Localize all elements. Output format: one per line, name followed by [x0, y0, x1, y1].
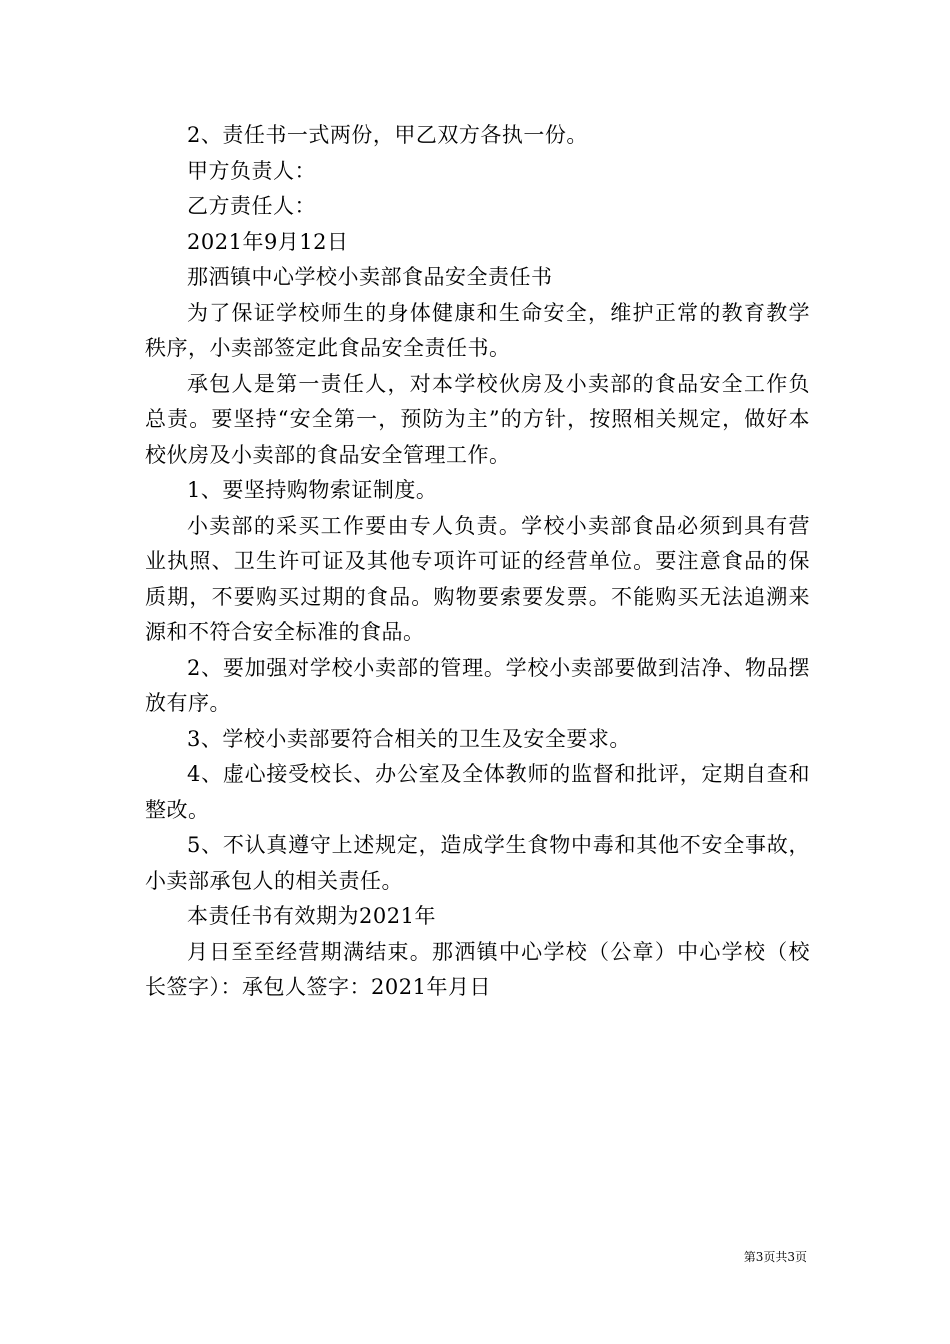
paragraph-item-3: 3、学校小卖部要符合相关的卫生及安全要求。 [187, 726, 631, 751]
paragraph-signatures: 月日至至经营期满结束。那洒镇中心学校（公章）中心学校（校长签字）：承包人签字：2021年月日 [145, 939, 810, 999]
paragraph-item-2: 2、要加强对学校小卖部的管理。学校小卖部要做到洁净、物品摆放有序。 [145, 655, 810, 715]
paragraph-item-1: 1、要坚持购物索证制度。 [187, 478, 438, 502]
paragraph-copies-clause: 2、责任书一式两份，甲乙双方各执一份。 [187, 123, 588, 147]
paragraph-party-b-signatory: 乙方责任人： [187, 194, 316, 218]
paragraph-item-4: 4、虚心接受校长、办公室及全体教师的监督和批评，定期自查和整改。 [145, 762, 810, 822]
document-title: 那洒镇中心学校小卖部食品安全责任书 [187, 265, 553, 289]
paragraph-validity: 本责任书有效期为2021年 [187, 904, 436, 928]
document-body [145, 118, 810, 1006]
paragraph-item-5: 5、不认真遵守上述规定，造成学生食物中毒和其他不安全事故，小卖部承包人的相关责任。 [145, 833, 810, 893]
paragraph-purpose: 为了保证学校师生的身体健康和生命安全，维护正常的教育教学秩序，小卖部签定此食品安全责任书。 [145, 300, 810, 360]
paragraph-date: 2021年9月12日 [187, 229, 349, 254]
page-number: 第3页共3页 [743, 1250, 807, 1264]
paragraph-responsibility: 承包人是第一责任人，对本学校伙房及小卖部的食品安全工作负总责。要坚持“安全第一，预防为主”的方针，按照相关规定，做好本校伙房及小卖部的食品安全管理工作。 [145, 371, 810, 467]
paragraph-procurement: 小卖部的采买工作要由专人负责。学校小卖部食品必须到具有营业执照、卫生许可证及其他专项许可证的经营单位。要注意食品的保质期，不要购买过期的食品。购物要索要发票。不能购买无法追溯来源和不符合安全标准的食品。 [145, 513, 810, 644]
paragraph-party-a-signatory: 甲方负责人： [187, 158, 316, 183]
